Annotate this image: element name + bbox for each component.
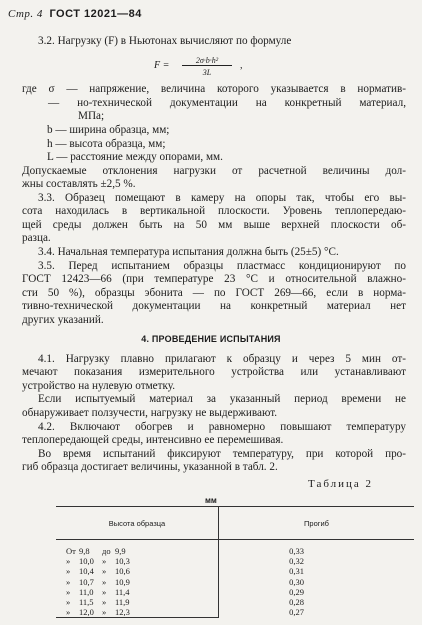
page-number: Стр. 4 — [8, 8, 43, 20]
text-line: Если испытуемый материал за указанный период времени не — [38, 393, 406, 405]
range-to: 11,9 — [115, 597, 130, 608]
text-line: тивно-технической документации на конкретный материал нет — [22, 300, 406, 312]
text-line: 3.4. Начальная температура испытания должна быть (25±5) °С. — [38, 246, 339, 258]
range-from: 12,0 — [79, 607, 94, 618]
text-line: других указаний. — [22, 314, 104, 326]
range-from: 10,7 — [79, 576, 94, 587]
text-line: сти 50 %), образцы эбонита — по ГОСТ 269—66, если в норма- — [22, 287, 406, 299]
column-header-deflection: Прогиб — [219, 507, 415, 540]
range-to: 11,4 — [115, 586, 130, 597]
text-line: жны составлять ±2,5 %. — [22, 178, 136, 190]
deflection-cell: 0,33 — [289, 546, 304, 556]
formula-lhs: F = — [154, 60, 170, 71]
range-prefix: » — [66, 607, 71, 618]
text-line: 4.1. Нагрузку плавно прилагают к образцу и через 5 мин от- — [38, 353, 406, 365]
range-prefix: » — [66, 556, 71, 567]
text-line: Во время испытаний фиксируют температуру, при которой про- — [38, 448, 406, 460]
table-row — [56, 587, 414, 597]
text-line: 4.2. Включают обогрев и равномерно повышают температуру — [38, 421, 406, 433]
range-prefix: От — [66, 546, 76, 556]
range-prefix: » — [66, 566, 71, 577]
table-row — [56, 597, 414, 607]
table-row — [56, 577, 414, 587]
text-line: b — ширина образца, мм; — [47, 124, 170, 136]
text-line: — но-технической документации на конкретный материал, — [48, 97, 406, 109]
deflection-cell: 0,27 — [289, 607, 304, 618]
text-line: мечают показания измерительного устройства или устанавливают — [22, 366, 406, 378]
table-row — [56, 566, 414, 576]
text-line: где σ — напряжение, величина которого указывается в норматив- — [22, 83, 406, 95]
text-line: щей среды должен быть на 50 мм выше верхней плоскости об- — [22, 219, 406, 231]
height-range-cell — [56, 587, 219, 597]
range-separator: » — [102, 607, 107, 618]
height-range-cell — [56, 540, 219, 557]
deflection-cell: 0,31 — [289, 566, 304, 577]
range-from: 11,0 — [79, 586, 94, 597]
range-separator: » — [102, 556, 107, 567]
text-line: Допускаемые отклонения нагрузки от расчетной величины дол- — [22, 165, 406, 177]
height-range-cell — [56, 607, 219, 618]
height-range-cell — [56, 556, 219, 566]
document-code: ГОСТ 12021—84 — [49, 8, 142, 20]
text-line: устройство на нулевую отметку. — [22, 380, 176, 392]
range-to: 9,9 — [115, 546, 126, 556]
table-row — [56, 556, 414, 566]
column-header-height: Высота образца — [56, 507, 219, 540]
range-to: 10,9 — [115, 576, 130, 587]
text-line: h — высота образца, мм; — [47, 138, 166, 150]
range-to: 10,3 — [115, 556, 130, 567]
text-line: ГОСТ 12423—66 (при температуре 23 °С и относительной влажно- — [22, 273, 406, 285]
range-prefix: » — [66, 586, 71, 597]
table-body — [56, 540, 414, 618]
text-line: гиб образца достигает величины, указанной в табл. 2. — [22, 461, 278, 473]
range-separator: » — [102, 597, 107, 608]
text-line: L — расстояние между опорами, мм. — [47, 151, 223, 163]
paragraph-3-2: 3.2. Нагрузку (F) в Ньютонах вычисляют по формуле — [38, 35, 292, 47]
range-prefix: » — [66, 576, 71, 587]
text-line: теплопередающей среды, интенсивно ее перемешивая. — [22, 434, 284, 446]
range-from: 10,0 — [79, 556, 94, 567]
range-from: 10,4 — [79, 566, 94, 577]
height-range-cell — [56, 577, 219, 587]
deflection-cell: 0,32 — [289, 556, 304, 567]
table-row — [56, 540, 414, 557]
height-range-cell — [56, 597, 219, 607]
deflection-table — [56, 506, 414, 618]
text-line: сота находилась в вертикальной плоскости. Уровень теплопередаю- — [22, 205, 406, 217]
text-line: МПа; — [78, 110, 105, 122]
table-row — [56, 607, 414, 618]
text-line: обнаруживает ползучести, нагрузку не выдерживают. — [22, 407, 278, 419]
formula-comma: , — [240, 60, 243, 71]
text-line: 3.5. Перед испытанием образцы пластмасс кондиционируют по — [38, 260, 406, 272]
deflection-cell: 0,29 — [289, 586, 304, 597]
range-separator: до — [102, 546, 111, 556]
section-heading: 4. ПРОВЕДЕНИЕ ИСПЫТАНИЯ — [141, 334, 281, 344]
range-separator: » — [102, 566, 107, 577]
page-header — [8, 8, 142, 20]
range-to: 10,6 — [115, 566, 130, 577]
table-unit: мм — [205, 496, 217, 505]
range-separator: » — [102, 586, 107, 597]
formula-denominator: 3L — [202, 68, 212, 77]
formula-numerator: 2σ·b·h² — [195, 56, 219, 65]
range-to: 12,3 — [115, 607, 130, 618]
range-separator: » — [102, 576, 107, 587]
text-line: разца. — [22, 232, 51, 244]
range-from: 9,8 — [79, 546, 90, 556]
deflection-cell: 0,30 — [289, 576, 304, 587]
table-title: Таблица 2 — [308, 478, 374, 490]
range-prefix: » — [66, 597, 71, 608]
text-line: 3.3. Образец помещают в камеру на опоры так, чтобы его вы- — [38, 192, 406, 204]
range-from: 11,5 — [79, 597, 94, 608]
deflection-cell: 0,28 — [289, 597, 304, 608]
height-range-cell — [56, 566, 219, 576]
